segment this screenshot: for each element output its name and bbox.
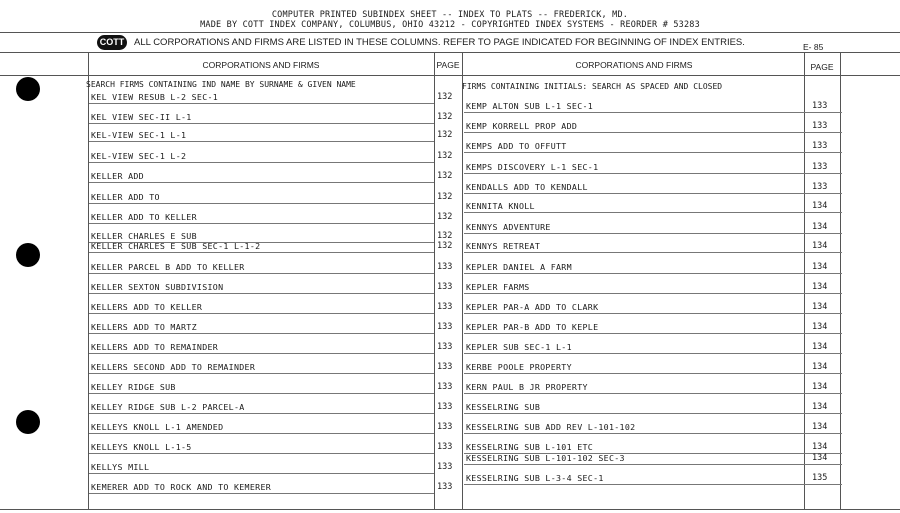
- right-page-heading: PAGE: [810, 62, 834, 72]
- left-entry-page: 132: [437, 241, 453, 251]
- left-page-heading: PAGE: [436, 60, 460, 70]
- left-entry-page: 133: [437, 362, 453, 372]
- right-entry-name: KEMPS DISCOVERY L-1 SEC-1: [466, 162, 599, 172]
- right-entry-name: KESSELRING SUB L-101-102 SEC-3: [466, 453, 625, 463]
- bottom-rule: [0, 509, 900, 510]
- right-entry-rule: [464, 413, 842, 414]
- left-entry-rule: [89, 373, 434, 374]
- right-entry-page: 134: [812, 362, 828, 372]
- instruction-text: ALL CORPORATIONS AND FIRMS ARE LISTED IN THESE COLUMNS. REFER TO PAGE INDICATED FOR BEGINNING OF INDEX ENTRIES.: [134, 37, 745, 48]
- left-entry-rule: [89, 453, 434, 454]
- right-page-divider: [804, 52, 805, 509]
- right-entry-page: 134: [812, 241, 828, 251]
- left-entry-page: 132: [437, 231, 453, 241]
- right-search-note: FIRMS CONTAINING INITIALS: SEARCH AS SPACED AND CLOSED: [462, 82, 723, 91]
- left-entry-name: KELLERS ADD TO REMAINDER: [91, 342, 219, 352]
- center-divider: [462, 52, 463, 509]
- right-entry-page: 134: [812, 382, 828, 392]
- left-entry-page: 133: [437, 282, 453, 292]
- left-entry-rule: [89, 252, 434, 253]
- left-entry-name: KELLEYS KNOLL L-1-5: [91, 442, 192, 452]
- right-entry-rule: [464, 433, 842, 434]
- left-page-divider: [434, 52, 435, 509]
- left-entry-rule: [89, 293, 434, 294]
- left-entry-name: KELLER ADD: [91, 171, 144, 181]
- left-entry-rule: [89, 123, 434, 124]
- left-entry-name: KEL-VIEW SEC-1 L-1: [91, 130, 187, 140]
- right-entry-page: 134: [812, 322, 828, 332]
- left-entry-name: KELLER PARCEL B ADD TO KELLER: [91, 262, 245, 272]
- right-entry-name: KENNITA KNOLL: [466, 201, 535, 211]
- right-entry-name: KENNYS RETREAT: [466, 241, 541, 251]
- right-entry-name: KEMP KORRELL PROP ADD: [466, 121, 578, 131]
- publisher-line: MADE BY COTT INDEX COMPANY, COLUMBUS, OHIO 43212 - COPYRIGHTED INDEX SYSTEMS - REORDER # 53283: [200, 20, 700, 30]
- header-rule: [0, 52, 900, 53]
- left-entry-rule: [89, 433, 434, 434]
- left-entry-page: 133: [437, 382, 453, 392]
- column-heading-rule: [0, 75, 900, 76]
- right-entry-name: KESSELRING SUB ADD REV L-101-102: [466, 422, 636, 432]
- punch-hole-middle: [16, 243, 40, 267]
- right-entry-page: 134: [812, 402, 828, 412]
- sheet-code: E- 85: [803, 42, 824, 52]
- right-entry-page: 133: [812, 182, 828, 192]
- right-entry-page: 134: [812, 262, 828, 272]
- right-entry-name: KESSELRING SUB L-3-4 SEC-1: [466, 473, 604, 483]
- right-entry-rule: [464, 252, 842, 253]
- left-entry-rule: [89, 273, 434, 274]
- right-entry-rule: [464, 273, 842, 274]
- right-entry-name: KEPLER SUB SEC-1 L-1: [466, 342, 572, 352]
- right-entry-page: 134: [812, 282, 828, 292]
- right-entry-rule: [464, 212, 842, 213]
- right-entry-rule: [464, 173, 842, 174]
- left-entry-name: KELLERS ADD TO MARTZ: [91, 322, 197, 332]
- left-entry-page: 132: [437, 130, 453, 140]
- right-entry-page: 134: [812, 342, 828, 352]
- left-entry-page: 133: [437, 442, 453, 452]
- right-entry-page: 133: [812, 141, 828, 151]
- right-entry-rule: [464, 464, 842, 465]
- left-entry-name: KELLEYS KNOLL L-1 AMENDED: [91, 422, 224, 432]
- right-entry-page: 134: [812, 302, 828, 312]
- right-entry-page: 134: [812, 442, 828, 452]
- right-entry-rule: [464, 193, 842, 194]
- right-entry-rule: [464, 112, 842, 113]
- left-entry-rule: [89, 182, 434, 183]
- left-entry-name: KELLERS ADD TO KELLER: [91, 302, 203, 312]
- left-column-heading: CORPORATIONS AND FIRMS: [202, 60, 320, 70]
- sheet-title: COMPUTER PRINTED SUBINDEX SHEET -- INDEX TO PLATS -- FREDERICK, MD.: [271, 10, 629, 20]
- cott-logo: COTT: [97, 35, 127, 50]
- left-entry-rule: [89, 473, 434, 474]
- left-entry-page: 132: [437, 151, 453, 161]
- right-entry-name: KENNYS ADVENTURE: [466, 222, 551, 232]
- left-entry-name: KELLEY RIDGE SUB: [91, 382, 176, 392]
- right-entry-rule: [464, 152, 842, 153]
- right-entry-page: 134: [812, 422, 828, 432]
- right-entry-name: KERBE POOLE PROPERTY: [466, 362, 572, 372]
- right-entry-rule: [464, 373, 842, 374]
- left-entry-rule: [89, 223, 434, 224]
- left-entry-name: KELLER ADD TO KELLER: [91, 212, 197, 222]
- left-entry-page: 132: [437, 212, 453, 222]
- right-entry-page: 135: [812, 473, 828, 483]
- left-entry-rule: [89, 103, 434, 104]
- right-entry-rule: [464, 333, 842, 334]
- right-entry-page: 133: [812, 101, 828, 111]
- left-entry-rule: [89, 393, 434, 394]
- left-entry-name: KELLER CHARLES E SUB SEC-1 L-1-2: [91, 241, 261, 251]
- right-entry-name: KENDALLS ADD TO KENDALL: [466, 182, 588, 192]
- left-entry-rule: [89, 313, 434, 314]
- right-entry-name: KEPLER DANIEL A FARM: [466, 262, 572, 272]
- left-entry-rule: [89, 162, 434, 163]
- left-entry-rule: [89, 413, 434, 414]
- right-entry-rule: [464, 393, 842, 394]
- left-entry-name: KELLER ADD TO: [91, 192, 160, 202]
- left-entry-page: 133: [437, 422, 453, 432]
- right-entry-rule: [464, 484, 842, 485]
- right-entry-page: 134: [812, 201, 828, 211]
- left-entry-page: 132: [437, 112, 453, 122]
- punch-hole-top: [16, 77, 40, 101]
- left-entry-name: KELLERS SECOND ADD TO REMAINDER: [91, 362, 256, 372]
- left-search-note: SEARCH FIRMS CONTAINING IND NAME BY SURNAME & GIVEN NAME: [86, 80, 356, 89]
- left-entry-name: KELLEY RIDGE SUB L-2 PARCEL-A: [91, 402, 245, 412]
- left-entry-page: 132: [437, 171, 453, 181]
- right-entry-name: KEMP ALTON SUB L-1 SEC-1: [466, 101, 594, 111]
- right-entry-name: KEPLER PAR-B ADD TO KEPLE: [466, 322, 599, 332]
- left-entry-name: KELLER CHARLES E SUB: [91, 231, 197, 241]
- left-entry-name: KEL VIEW SEC-II L-1: [91, 112, 192, 122]
- right-margin-line: [840, 52, 841, 509]
- right-entry-rule: [464, 233, 842, 234]
- left-entry-page: 133: [437, 302, 453, 312]
- right-entry-name: KEPLER PAR-A ADD TO CLARK: [466, 302, 599, 312]
- right-entry-rule: [464, 293, 842, 294]
- right-entry-page: 133: [812, 162, 828, 172]
- left-entry-page: 132: [437, 92, 453, 102]
- punch-hole-bottom: [16, 410, 40, 434]
- left-entry-page: 132: [437, 192, 453, 202]
- right-entry-rule: [464, 132, 842, 133]
- left-entry-rule: [89, 353, 434, 354]
- right-entry-name: KESSELRING SUB: [466, 402, 541, 412]
- left-entry-rule: [89, 493, 434, 494]
- right-entry-rule: [464, 353, 842, 354]
- left-entry-page: 133: [437, 342, 453, 352]
- right-column-heading: CORPORATIONS AND FIRMS: [575, 60, 693, 70]
- left-entry-rule: [89, 333, 434, 334]
- right-entry-name: KEMPS ADD TO OFFUTT: [466, 141, 567, 151]
- right-entry-name: KERN PAUL B JR PROPERTY: [466, 382, 588, 392]
- left-entry-name: KEMERER ADD TO ROCK AND TO KEMERER: [91, 482, 272, 492]
- left-entry-name: KELLYS MILL: [91, 462, 150, 472]
- top-rule: [0, 32, 900, 33]
- left-margin-line: [88, 52, 89, 509]
- left-entry-page: 133: [437, 262, 453, 272]
- left-entry-name: KELLER SEXTON SUBDIVISION: [91, 282, 224, 292]
- right-entry-rule: [464, 313, 842, 314]
- left-entry-page: 133: [437, 482, 453, 492]
- left-entry-name: KEL-VIEW SEC-1 L-2: [91, 151, 187, 161]
- right-entry-page: 134: [812, 222, 828, 232]
- right-entry-name: KEPLER FARMS: [466, 282, 530, 292]
- right-entry-page: 134: [812, 453, 828, 463]
- left-entry-name: KEL VIEW RESUB L-2 SEC-1: [91, 92, 219, 102]
- right-entry-page: 133: [812, 121, 828, 131]
- right-entry-name: KESSELRING SUB L-101 ETC: [466, 442, 594, 452]
- left-entry-rule: [89, 141, 434, 142]
- left-entry-page: 133: [437, 322, 453, 332]
- left-entry-page: 133: [437, 462, 453, 472]
- left-entry-page: 133: [437, 402, 453, 412]
- left-entry-rule: [89, 203, 434, 204]
